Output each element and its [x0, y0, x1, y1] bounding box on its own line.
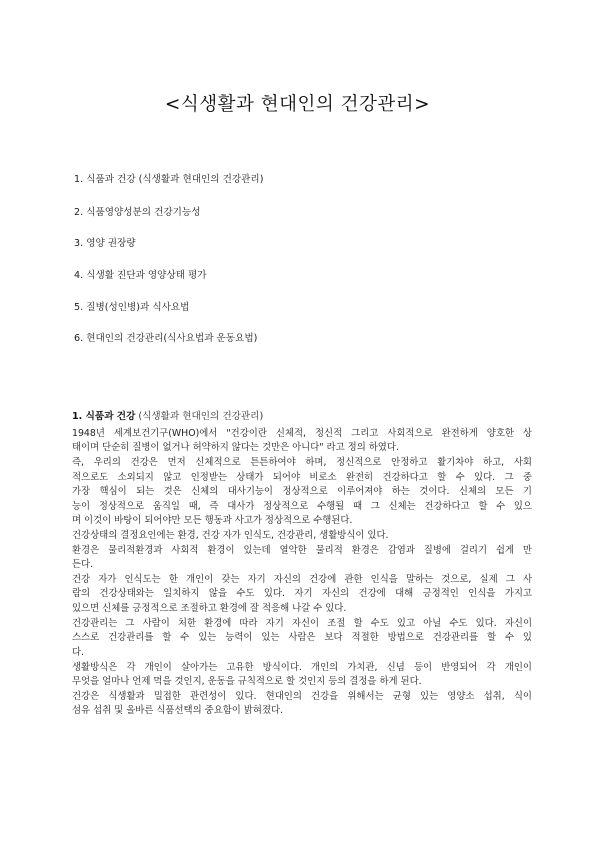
paragraph-line: 다.	[72, 647, 85, 658]
section-heading-title: 1. 식품과 건강	[72, 411, 136, 422]
paragraph-line: 든다.	[72, 559, 94, 570]
paragraph-line: 있으면 신체를 긍정적으로 조절하고 환경에 잘 적응해 나갈 수 있다.	[72, 603, 347, 614]
paragraph-line: 생활방식은 각 개인이 살아가는 고유한 방식이다. 개인의 가치관, 신념 등이 반영되어 각 개인이	[72, 662, 532, 673]
paragraph-line: 섬유 섭취 및 올바른 식품선택의 중요함이 밝혀졌다.	[72, 705, 284, 716]
section-heading-subtitle: (식생활과 현대인의 건강관리)	[135, 411, 264, 422]
paragraph-line: 1948년 세계보건기구(WHO)에서 "건강이란 신체적, 정신적 그리고 사회적으로 완전하게 양호한 상	[72, 428, 532, 439]
toc-item: 3. 영양 권장량	[74, 238, 136, 249]
toc-item: 2. 식품영양성분의 건강기능성	[74, 207, 201, 218]
paragraph-line: 건강 자가 인식도는 한 개인이 갖는 자기 자신의 건강에 관한 인식을 말하는 것으로, 실제 그 사	[72, 574, 532, 585]
paragraph-line: 즉, 우리의 건강은 먼저 신체적으로 튼튼하여야 하며, 정신적으로 안정하고 활기차야 하고, 사회	[72, 457, 532, 468]
toc-item: 4. 식생활 진단과 영양상태 평가	[74, 270, 207, 281]
paragraph-line: 람의 건강상태와는 일치하지 않을 수도 있다. 자기 자신의 건강에 대해 긍정적인 인식을 가지고	[72, 588, 532, 599]
paragraph-line: 건강관리는 그 사람이 처한 환경에 따라 자기 자신이 조절 할 수도 있고 아닐 수도 있다. 자신이	[72, 618, 532, 629]
paragraph-line: 며 이것이 바탕이 되어야만 모든 행동과 사고가 정상적으로 수행된다.	[72, 515, 353, 526]
paragraph-line: 능이 정상적으로 움직일 때, 즉 대사가 정상적으로 수행될 때 그 신체는 건강하다고 할 수 있으	[72, 501, 532, 512]
paragraph-line: 무엇을 얼마나 언제 먹을 것인지, 운동을 규칙적으로 할 것인지 등의 결정을 하게 된다.	[72, 676, 422, 687]
toc-item: 5. 질병(성인병)과 식사요법	[74, 302, 190, 313]
section-heading	[72, 410, 263, 424]
paragraph-line: 건강상태의 결정요인에는 환경, 건강 자가 인식도, 건강관리, 생활방식이 있다.	[72, 530, 389, 541]
paragraph-line: 적으로도 소외되지 않고 인정받는 상태가 되어야 비로소 완전히 건강하다고 할 수 있다. 그 중	[72, 472, 532, 483]
paragraph-line: 환경은 물리적환경과 사회적 환경이 있는데 열악한 물리적 환경은 감염과 질병에 걸리기 쉽게 만	[72, 545, 532, 556]
paragraph-line: 태이며 단순히 질병이 없거나 허약하지 않다는 것만은 아니다" 라고 정의 하였다.	[72, 442, 399, 453]
paragraph-line: 스스로 건강관리를 할 수 있는 능력이 있는 사람은 보다 적절한 방법으로 건강관리를 할 수 있	[72, 632, 532, 643]
document-title: <식생활과 현대인의 건강관리>	[164, 94, 431, 115]
paragraph-line: 가장 핵심이 되는 것은 신체의 대사기능이 정상적으로 이루어져야 하는 것이다. 신체의 모든 기	[72, 486, 532, 497]
toc-item: 1. 식품과 건강 (식생활과 현대인의 건강관리)	[74, 174, 264, 185]
toc-item: 6. 현대인의 건강관리(식사요법과 운동요법)	[74, 333, 258, 344]
paragraph-line: 건강은 식생활과 밀접한 관련성이 있다. 현대인의 건강을 위해서는 균형 있는 영양소 섭취, 식이	[72, 691, 532, 702]
